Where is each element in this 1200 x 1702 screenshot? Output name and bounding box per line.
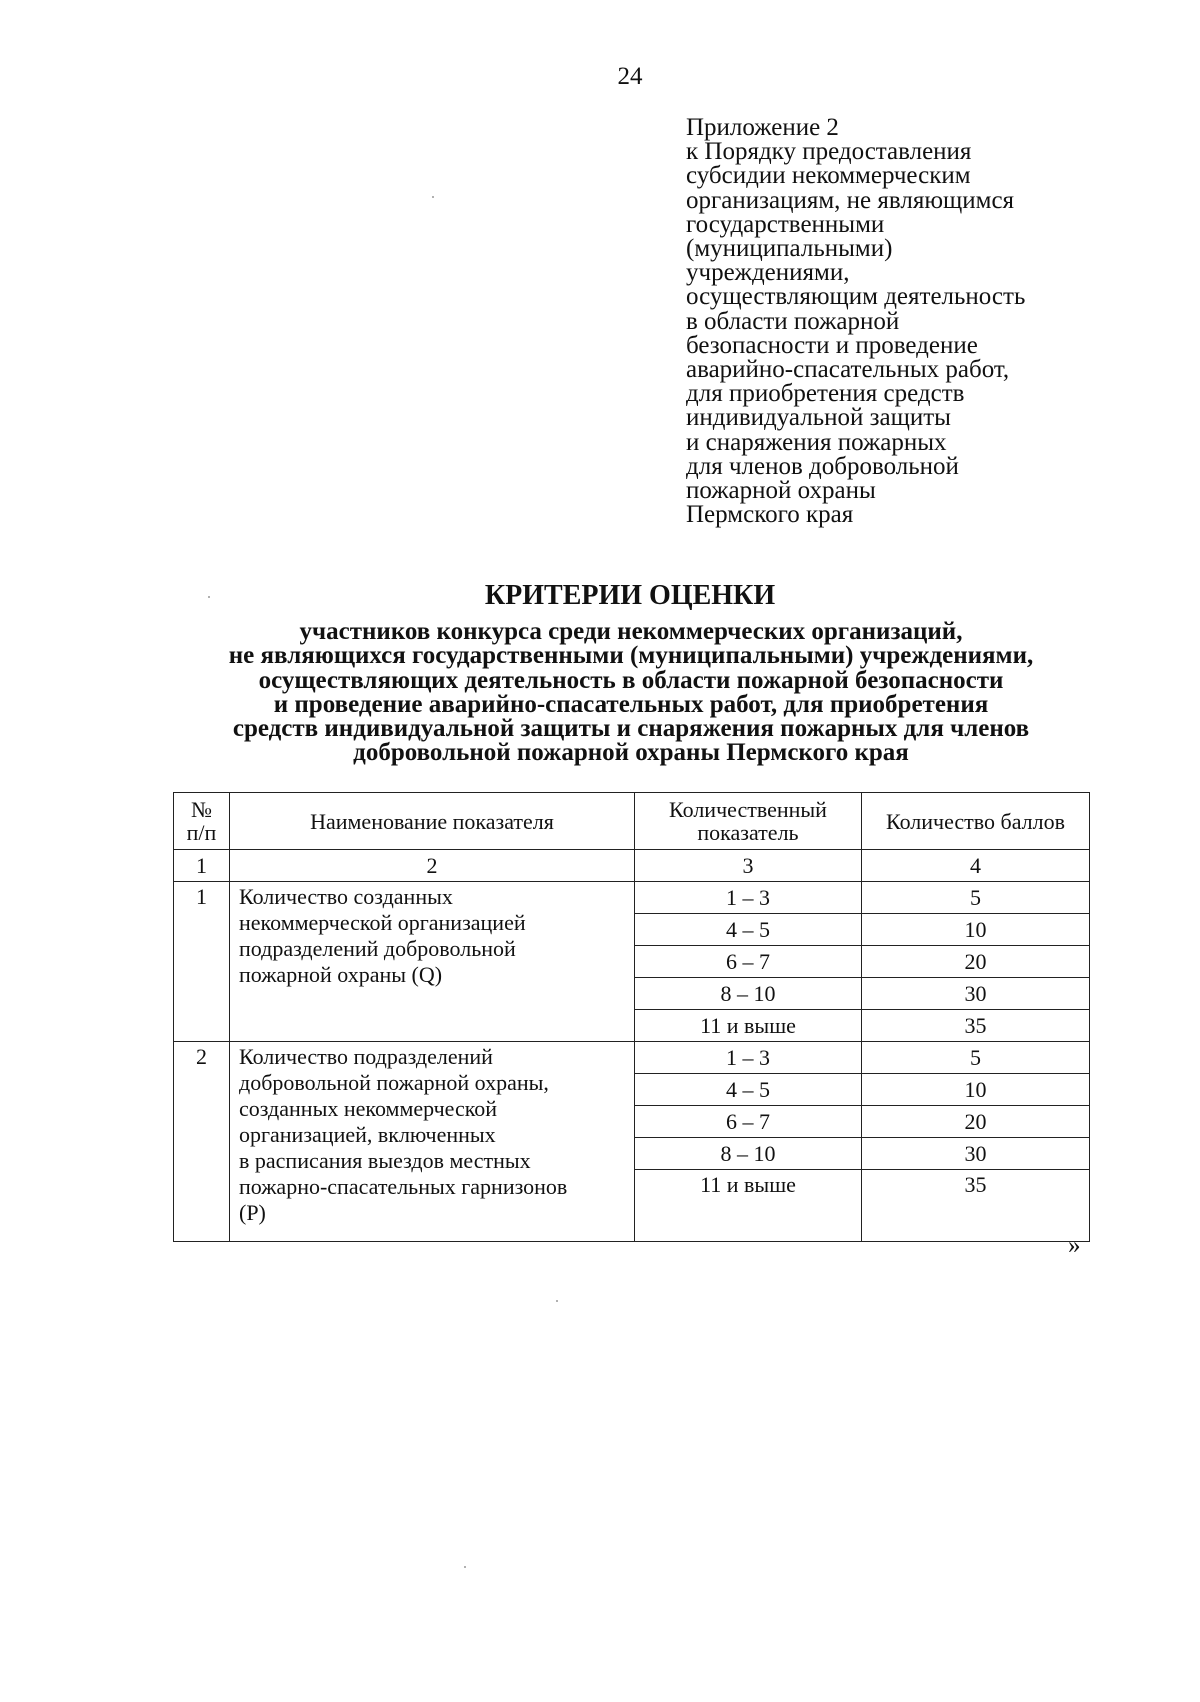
quantity-range: 4 – 5	[635, 914, 862, 946]
appendix-line: организациям, не являющимся	[686, 186, 1015, 214]
quantity-range: 8 – 10	[635, 978, 862, 1010]
column-number: 2	[230, 850, 635, 882]
points-value: 5	[862, 1042, 1090, 1074]
subtitle-line: осуществляющих деятельность в области пожарной безопасности	[258, 666, 1004, 694]
indicator-name-line: добровольной пожарной охраны,	[239, 1070, 549, 1095]
indicator-name-line: (P)	[239, 1200, 266, 1225]
indicator-name-line: некоммерческой организацией	[239, 910, 526, 935]
column-number: 3	[635, 850, 862, 882]
scan-speck	[432, 196, 434, 198]
table-header-row	[174, 793, 1090, 850]
header-points: Количество баллов	[862, 793, 1090, 850]
appendix-line: аварийно-спасательных работ,	[686, 356, 1010, 384]
table-row	[174, 882, 1090, 914]
indicator-name-line: подразделений добровольной	[239, 936, 516, 961]
indicator-name-line: Количество подразделений	[239, 1044, 493, 1069]
appendix-line: индивидуальной защиты	[686, 404, 951, 432]
appendix-line: осуществляющим деятельность	[686, 283, 1026, 311]
appendix-line: для членов добровольной	[686, 452, 959, 480]
appendix-line: пожарной охраны	[686, 477, 876, 505]
appendix-line: в области пожарной	[686, 307, 900, 335]
quantity-range: 4 – 5	[635, 1074, 862, 1106]
appendix-line: Пермского края	[686, 501, 854, 529]
indicator-name	[230, 882, 635, 1042]
appendix-line: учреждениями,	[686, 259, 850, 287]
subtitle-line: и проведение аварийно-спасательных работ, для приобретения	[273, 690, 989, 718]
table-row	[174, 1042, 1090, 1074]
header-qty	[635, 793, 862, 850]
closing-quote: »	[1068, 1232, 1081, 1259]
column-numbers-row	[174, 850, 1090, 882]
appendix-line: для приобретения средств	[686, 380, 965, 408]
subtitle-line: добровольной пожарной охраны Пермского края	[353, 739, 909, 767]
quantity-range: 11 и выше	[635, 1010, 862, 1042]
group-number: 1	[174, 882, 230, 1042]
criteria-table	[173, 792, 1090, 1242]
page-number: 24	[617, 63, 643, 90]
subtitle-line: средств индивидуальной защиты и снаряжения пожарных для членов	[232, 715, 1030, 743]
points-value: 5	[862, 882, 1090, 914]
document-subtitle	[0, 620, 1200, 766]
quantity-range: 8 – 10	[635, 1138, 862, 1170]
indicator-name-line: в расписания выездов местных	[239, 1148, 531, 1173]
points-value: 20	[862, 1106, 1090, 1138]
header-num-line1: №	[191, 797, 212, 822]
quantity-range: 11 и выше	[635, 1170, 862, 1242]
indicator-name-line: Количество созданных	[239, 884, 453, 909]
points-value: 35	[862, 1010, 1090, 1042]
quantity-range: 1 – 3	[635, 1042, 862, 1074]
indicator-name-line: созданных некоммерческой	[239, 1096, 498, 1121]
appendix-line: и снаряжения пожарных	[686, 428, 947, 456]
header-qty-line2: показатель	[697, 820, 799, 845]
header-num-line2: п/п	[186, 820, 217, 845]
indicator-name-line: пожарной охраны (Q)	[239, 962, 443, 987]
column-number: 4	[862, 850, 1090, 882]
indicator-name-line: организацией, включенных	[239, 1122, 496, 1147]
appendix-line: к Порядку предоставления	[686, 138, 972, 166]
appendix-line: (муниципальными)	[686, 235, 893, 263]
header-qty-line1: Количественный	[669, 797, 827, 822]
appendix-line: субсидии некоммерческим	[686, 162, 971, 190]
indicator-name-line: пожарно-спасательных гарнизонов	[239, 1174, 568, 1199]
scan-speck	[556, 1300, 558, 1302]
appendix-line: Приложение 2	[686, 114, 839, 141]
quantity-range: 6 – 7	[635, 946, 862, 978]
points-value: 20	[862, 946, 1090, 978]
document-title: КРИТЕРИИ ОЦЕНКИ	[484, 580, 776, 611]
quantity-range: 1 – 3	[635, 882, 862, 914]
points-value: 10	[862, 914, 1090, 946]
points-value: 30	[862, 1138, 1090, 1170]
quantity-range: 6 – 7	[635, 1106, 862, 1138]
points-value: 10	[862, 1074, 1090, 1106]
indicator-name	[230, 1042, 635, 1242]
appendix-block	[686, 116, 1146, 527]
appendix-line: государственными	[686, 210, 885, 238]
scan-speck	[208, 596, 210, 598]
header-name: Наименование показателя	[230, 793, 635, 850]
subtitle-line: участников конкурса среди некоммерческих организаций,	[299, 618, 963, 645]
column-number: 1	[174, 850, 230, 882]
appendix-line: безопасности и проведение	[686, 331, 978, 359]
points-value: 35	[862, 1170, 1090, 1242]
group-number: 2	[174, 1042, 230, 1242]
header-num	[174, 793, 230, 850]
points-value: 30	[862, 978, 1090, 1010]
subtitle-line: не являющихся государственными (муниципальными) учреждениями,	[228, 642, 1034, 670]
scan-speck	[464, 1566, 466, 1568]
